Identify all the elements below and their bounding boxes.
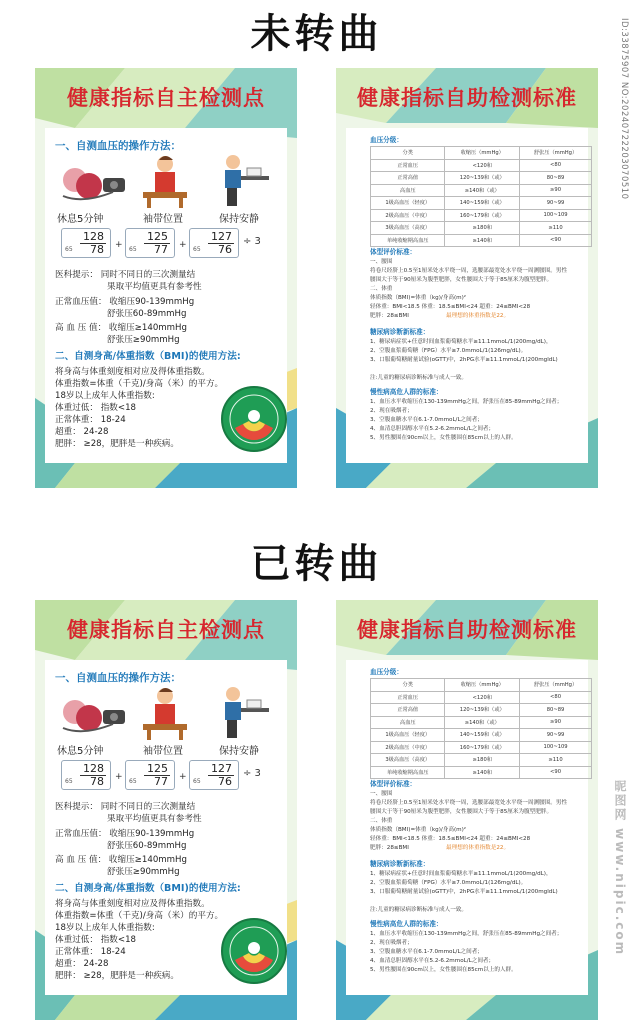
reading-1 (61, 228, 111, 258)
table-cell: 160~179和（或） (445, 741, 520, 754)
panel-title: 健康指标自主检测点 (67, 617, 265, 642)
bmi-line-6: 超重： 24-28 (55, 959, 109, 969)
caption-quiet: 保持安静 (219, 746, 259, 757)
reading-dia: 78 (90, 775, 104, 788)
diabetes-line: 3、口服葡萄糖耐量试验(oGTT)中，2hPG水平≥11.1mmoL/1(200mgldL) (370, 357, 558, 363)
diabetes-line: 2、空腹血浆葡萄糖（FPG）水平≥7.0mmoL/1(126mg/dL)。 (370, 880, 527, 886)
body-line: 二、体重 (370, 286, 393, 292)
table-row (371, 209, 592, 222)
high-bp-1: 高 血 压 值： 收缩压≥140mmHg (55, 323, 187, 333)
table-header-row (371, 147, 592, 160)
left-panel (35, 600, 297, 1020)
diabetes-line: 1、糖尿病症状+任意时间血浆葡萄糖水平≥11.1mmoL/1(200mg/dL)， (370, 871, 552, 877)
plus-sign: + (179, 772, 187, 782)
table-cell: 90~99 (520, 197, 592, 210)
quiet-illustration-icon (211, 152, 277, 208)
table-row (371, 741, 592, 754)
body-line: 腰围大于等于90厘米为腹型肥胖，女性腰围大于等于85厘米为腹型肥胖。 (370, 809, 553, 815)
table-cell: 80~89 (520, 172, 592, 185)
tip-line-1: 医科提示： 同时不同日的三次测量结 (55, 270, 196, 280)
reading-dia: 76 (218, 243, 232, 256)
table-cell: 140~159和（或） (445, 197, 520, 210)
reading-dia: 78 (90, 243, 104, 256)
chronic-heading: 慢性病高危人群的标准： (370, 388, 443, 396)
bp-grading-heading: 血压分级： (370, 136, 403, 144)
header-cell: 分类 (371, 147, 445, 160)
bmi-dial-icon (221, 918, 287, 984)
table-cell: 140~159和（或） (445, 729, 520, 742)
bmi-line-5: 正常体重： 18-24 (55, 415, 126, 425)
cuff-illustration-icon (135, 684, 195, 740)
body-line: 将卷尺经脐上0.5至1厘米处水平绕一周，选腰部最宽处水平绕一周测腰围。男性 (370, 800, 568, 806)
table-row (371, 704, 592, 717)
reading-2 (125, 760, 175, 790)
body-line: 体质指数（BMI)=体重（kg)/身高(m)² (370, 827, 467, 833)
table-cell: 100~109 (520, 741, 592, 754)
table-cell: 单纯收缩期高血压 (371, 766, 445, 779)
body-line: 轻体重：BMI<18.5 体重：18.5≤BMI<24 超重：24≤BMI<28 (370, 836, 531, 842)
watermark-logo: 昵图网 www.nipic.com (613, 780, 627, 957)
table-row (371, 691, 592, 704)
table-cell: 3级高血压（高度） (371, 222, 445, 235)
body-line: 肥胖：28≤BMI (370, 845, 409, 851)
reading-dia: 77 (154, 775, 168, 788)
diabetes-line: 3、口服葡萄糖耐量试验(oGTT)中，2hPG水平≥11.1mmoL/1(200mgldL) (370, 889, 558, 895)
chronic-line: 2、现在吸烟者； (370, 940, 413, 946)
reading-pulse: 65 (65, 778, 73, 785)
table-cell: ≥90 (520, 716, 592, 729)
table-header-row (371, 679, 592, 692)
watermark-id: ID:33875907 NO:20240722203070510 (619, 18, 629, 200)
bmi-line-4: 体重过低： 指数<18 (55, 935, 137, 945)
table-cell: <80 (520, 159, 592, 172)
bmi-line-7: 肥胖： ≥28，肥胖是一种疾病。 (55, 439, 179, 449)
chronic-line: 3、空腹血糖水平在6.1-7.0mmoL/L之间者； (370, 949, 483, 955)
table-cell: 单纯收缩期高血压 (371, 234, 445, 247)
plus-sign: + (115, 772, 123, 782)
table-row (371, 222, 592, 235)
bmi-line-5: 正常体重： 18-24 (55, 947, 126, 957)
header-cell: 舒张压（mmHg） (520, 147, 592, 160)
reading-sys: 127 (211, 230, 232, 243)
table-cell: ≥110 (520, 754, 592, 767)
table-row (371, 172, 592, 185)
chronic-line: 2、现在吸烟者； (370, 408, 413, 414)
bmi-line-2: 体重指数=体重（千克)/身高（米）的平方。 (55, 379, 224, 389)
reading-pulse: 65 (65, 246, 73, 253)
table-row (371, 716, 592, 729)
bmi-line-1: 将身高与体重刻度相对应及得体重指数。 (55, 367, 210, 377)
reading-3 (189, 760, 239, 790)
left-panel (35, 68, 297, 488)
tip-line-2: 果取平均值更具有参考性 (107, 814, 202, 824)
high-bp-2: 舒张压≥90mmHg (107, 335, 180, 345)
bmi-line-6: 超重： 24-28 (55, 427, 109, 437)
heading-converted: 已转曲 (250, 541, 383, 587)
caption-rest: 休息5分钟 (57, 214, 104, 225)
caption-quiet: 保持安静 (219, 214, 259, 225)
divide-sign: ÷ 3 (243, 236, 261, 247)
body-line: 将卷尺经脐上0.5至1厘米处水平绕一周，选腰部最宽处水平绕一周测腰围。男性 (370, 268, 568, 274)
bp-grading-heading: 血压分级： (370, 668, 403, 676)
body-line: 肥胖：28≤BMI (370, 313, 409, 319)
reading-1 (61, 760, 111, 790)
normal-bp-1: 正常血压值： 收缩压90-139mmHg (55, 829, 195, 839)
table-cell: 3级高血压（高度） (371, 754, 445, 767)
table-cell: ≥140和（或） (445, 716, 520, 729)
section-bmi-method: 二、自测身高/体重指数（BMI)的使用方法: (55, 351, 241, 362)
table-cell: 2级高血压（中度） (371, 741, 445, 754)
table-cell: 160~179和（或） (445, 209, 520, 222)
bp-grading-table (370, 678, 592, 779)
table-cell: ≥90 (520, 184, 592, 197)
reading-sys: 128 (83, 762, 104, 775)
right-panel (336, 600, 598, 1020)
chronic-line: 5、男性腰围在90cm以上，女性腰围在85cm以上的人群。 (370, 967, 517, 973)
chronic-line: 4、血清总胆固醇水平在5.2-6.2mmoL/L之间者； (370, 958, 495, 964)
right-panel (336, 68, 598, 488)
bp-grading-table (370, 146, 592, 247)
panel-title: 健康指标自助检测标准 (357, 617, 577, 642)
tip-line-2: 果取平均值更具有参考性 (107, 282, 202, 292)
plus-sign: + (115, 240, 123, 250)
diabetes-line: 1、糖尿病症状+任意时间血浆葡萄糖水平≥11.1mmoL/1(200mg/dL)， (370, 339, 552, 345)
table-row (371, 234, 592, 247)
normal-bp-2: 舒张压60-89mmHg (107, 309, 187, 319)
table-cell: ≥110 (520, 222, 592, 235)
reading-pulse: 65 (193, 778, 201, 785)
bmi-line-3: 18岁以上成年人体重指数: (55, 923, 155, 933)
header-cell: 收缩压（mmHg） (445, 679, 520, 692)
rest-illustration-icon (53, 156, 127, 206)
body-type-heading: 体型评价标准： (370, 780, 417, 788)
quiet-illustration-icon (211, 684, 277, 740)
reading-sys: 125 (147, 762, 168, 775)
section-bp-method: 一、自测血压的操作方法： (55, 140, 181, 152)
diabetes-line: 2、空腹血浆葡萄糖（FPG）水平≥7.0mmoL/1(126mg/dL)。 (370, 348, 527, 354)
heading-unconverted: 未转曲 (250, 11, 383, 57)
header-cell: 舒张压（mmHg） (520, 679, 592, 692)
bmi-line-3: 18岁以上成年人体重指数: (55, 391, 155, 401)
reading-sys: 125 (147, 230, 168, 243)
table-cell: 正常高值 (371, 704, 445, 717)
panel-title: 健康指标自主检测点 (67, 85, 265, 110)
table-cell: 1级高血压（轻度） (371, 197, 445, 210)
chronic-line: 1、血压水平收缩压在130-139mmHg之间，舒张压在85-89mmHg之间者； (370, 399, 563, 405)
high-bp-1: 高 血 压 值： 收缩压≥140mmHg (55, 855, 187, 865)
diabetes-note: 注:儿童的糖尿病诊断标准与成人一致。 (370, 375, 467, 381)
caption-rest: 休息5分钟 (57, 746, 104, 757)
body-line: 腰围大于等于90厘米为腹型肥胖，女性腰围大于等于85厘米为腹型肥胖。 (370, 277, 553, 283)
table-cell: 正常血压 (371, 159, 445, 172)
bmi-line-4: 体重过低： 指数<18 (55, 403, 137, 413)
bmi-line-1: 将身高与体重刻度相对应及得体重指数。 (55, 899, 210, 909)
diabetes-heading: 糖尿病诊断新标准： (370, 860, 430, 868)
reading-2 (125, 228, 175, 258)
table-cell: <80 (520, 691, 592, 704)
body-line: 二、体重 (370, 818, 393, 824)
reading-pulse: 65 (129, 246, 137, 253)
reading-dia: 76 (218, 775, 232, 788)
panel-title: 健康指标自助检测标准 (357, 85, 577, 110)
section-bp-method: 一、自测血压的操作方法： (55, 672, 181, 684)
table-cell: <120和 (445, 691, 520, 704)
body-line: 体质指数（BMI)=体重（kg)/身高(m)² (370, 295, 467, 301)
table-cell: 高血压 (371, 716, 445, 729)
bmi-line-7: 肥胖： ≥28，肥胖是一种疾病。 (55, 971, 179, 981)
table-cell: 120~139和（或） (445, 172, 520, 185)
table-cell: <90 (520, 234, 592, 247)
table-cell: 120~139和（或） (445, 704, 520, 717)
chronic-line: 4、血清总胆固醇水平在5.2-6.2mmoL/L之间者； (370, 426, 495, 432)
caption-cuff: 袖带位置 (143, 214, 183, 225)
tip-line-1: 医科提示： 同时不同日的三次测量结 (55, 802, 196, 812)
reading-pulse: 65 (129, 778, 137, 785)
table-cell: ≥180和 (445, 222, 520, 235)
table-cell: 正常血压 (371, 691, 445, 704)
table-cell: 2级高血压（中度） (371, 209, 445, 222)
table-cell: <90 (520, 766, 592, 779)
reading-sys: 128 (83, 230, 104, 243)
reading-3 (189, 228, 239, 258)
diabetes-heading: 糖尿病诊断新标准： (370, 328, 430, 336)
caption-cuff: 袖带位置 (143, 746, 183, 757)
divide-sign: ÷ 3 (243, 768, 261, 779)
table-cell: <120和 (445, 159, 520, 172)
table-cell: ≥140和 (445, 766, 520, 779)
reading-dia: 77 (154, 243, 168, 256)
table-cell: 高血压 (371, 184, 445, 197)
chronic-line: 3、空腹血糖水平在6.1-7.0mmoL/L之间者； (370, 417, 483, 423)
header-cell: 收缩压（mmHg） (445, 147, 520, 160)
table-row (371, 197, 592, 210)
table-row (371, 159, 592, 172)
chronic-heading: 慢性病高危人群的标准： (370, 920, 443, 928)
diabetes-note: 注:儿童的糖尿病诊断标准与成人一致。 (370, 907, 467, 913)
table-cell: 90~99 (520, 729, 592, 742)
reading-sys: 127 (211, 762, 232, 775)
chronic-line: 5、男性腰围在90cm以上，女性腰围在85cm以上的人群。 (370, 435, 517, 441)
normal-bp-1: 正常血压值： 收缩压90-139mmHg (55, 297, 195, 307)
table-cell: ≥140和（或） (445, 184, 520, 197)
high-bp-2: 舒张压≥90mmHg (107, 867, 180, 877)
header-cell: 分类 (371, 679, 445, 692)
normal-bp-2: 舒张压60-89mmHg (107, 841, 187, 851)
body-line: 一、腰围 (370, 791, 393, 797)
body-line: 一、腰围 (370, 259, 393, 265)
table-cell: 正常高值 (371, 172, 445, 185)
table-row (371, 754, 592, 767)
table-row (371, 729, 592, 742)
rest-illustration-icon (53, 688, 127, 738)
table-row (371, 184, 592, 197)
table-cell: 1级高血压（轻度） (371, 729, 445, 742)
ideal-bmi-note: 最理想的体重指数是22。 (446, 313, 510, 319)
table-cell: 100~109 (520, 209, 592, 222)
table-cell: ≥180和 (445, 754, 520, 767)
chronic-line: 1、血压水平收缩压在130-139mmHg之间，舒张压在85-89mmHg之间者； (370, 931, 563, 937)
cuff-illustration-icon (135, 152, 195, 208)
table-cell: 80~89 (520, 704, 592, 717)
body-line: 轻体重：BMI<18.5 体重：18.5≤BMI<24 超重：24≤BMI<28 (370, 304, 531, 310)
ideal-bmi-note: 最理想的体重指数是22。 (446, 845, 510, 851)
section-bmi-method: 二、自测身高/体重指数（BMI)的使用方法: (55, 883, 241, 894)
table-row (371, 766, 592, 779)
table-cell: ≥140和 (445, 234, 520, 247)
bmi-dial-icon (221, 386, 287, 452)
body-type-heading: 体型评价标准： (370, 248, 417, 256)
reading-pulse: 65 (193, 246, 201, 253)
bmi-line-2: 体重指数=体重（千克)/身高（米）的平方。 (55, 911, 224, 921)
plus-sign: + (179, 240, 187, 250)
